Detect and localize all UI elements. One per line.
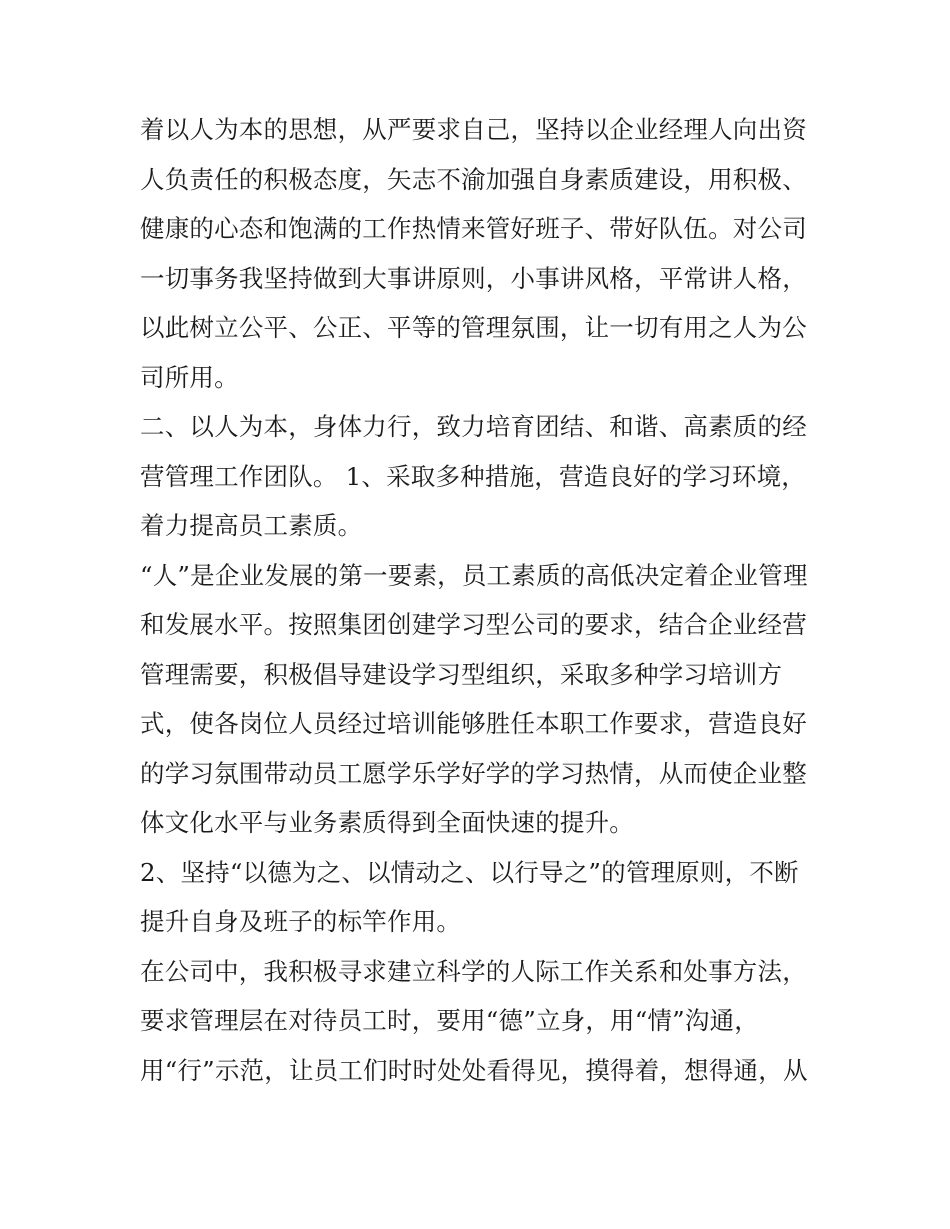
section-heading-line: 二、以人为本，身体力行，致力培育团结、和谐、高素质的经	[140, 412, 807, 441]
text-line: 管理需要，积极倡导建设学习型组织，采取多种学习培训方	[140, 659, 783, 689]
text-line: 用“行”示范，让员工们时时处处看得见，摸得着，想得通，从	[140, 1055, 808, 1085]
text-line: 健康的心态和饱满的工作热情来管好班子、带好队伍。对公司	[140, 214, 807, 243]
text-line: 一切事务我坚持做到大事讲原则，小事讲风格，平常讲人格，	[140, 263, 807, 293]
text-line: 人负责任的积极态度，矢志不渝加强自身素质建设，用积极、	[140, 164, 807, 194]
text-line: 体文化水平与业务素质得到全面快速的提升。	[140, 808, 634, 837]
text-line: 着以人为本的思想，从严要求自己，坚持以企业经理人向出资	[140, 115, 807, 144]
section-heading-line: 提升自身及班子的标竿作用。	[140, 907, 462, 936]
text-line: 和发展水平。按照集团创建学习型公司的要求，结合企业经营	[140, 610, 807, 639]
section-heading-line: 营管理工作团队。 1、采取多种措施，营造良好的学习环境，	[140, 461, 806, 491]
text-line: 的学习氛围带动员工愿学乐学好学的学习热情，从而使企业整	[140, 758, 807, 788]
text-line: 在公司中，我积极寻求建立科学的人际工作关系和处事方法，	[140, 956, 807, 986]
section-heading-line: 2、坚持“以德为之、以情动之、以行导之”的管理原则，不断	[140, 857, 799, 887]
text-line: 式，使各岗位人员经过培训能够胜任本职工作要求，营造良好	[140, 709, 807, 738]
text-line: “人”是企业发展的第一要素，员工素质的高低决定着企业管理	[140, 560, 808, 590]
text-line: 司所用。	[140, 362, 239, 392]
text-line: 以此树立公平、公正、平等的管理氛围，让一切有用之人为公	[140, 313, 807, 342]
body-text	[140, 105, 830, 1095]
text-line: 要求管理层在对待员工时，要用“德”立身，用“情”沟通，	[140, 1006, 759, 1035]
section-heading-line: 着力提高员工素质。	[140, 511, 363, 540]
